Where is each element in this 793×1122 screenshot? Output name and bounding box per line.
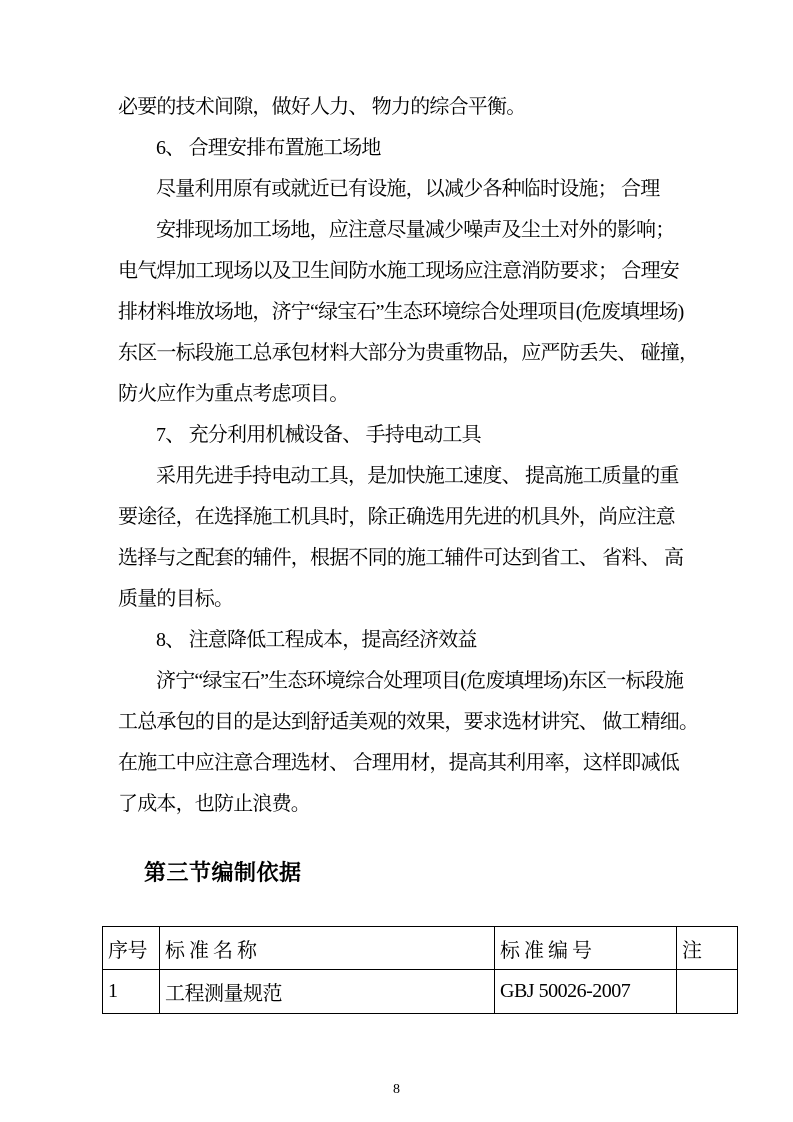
text-line: 尽量利用原有或就近已有设施，以减少各种临时设施； 合理 bbox=[156, 178, 660, 200]
text-line: 工总承包的目的是达到舒适美观的效果，要求选材讲究、 做工精细。 bbox=[118, 711, 699, 733]
page-number: 8 bbox=[393, 1082, 400, 1097]
text-line: 采用先进手持电动工具，是加快施工速度、 提高施工质量的重 bbox=[156, 465, 679, 487]
table-header-note: 注 bbox=[677, 927, 738, 970]
text-line: 6、 合理安排布置施工场地 bbox=[156, 137, 381, 159]
table-cell-code: GBJ 50026-2007 bbox=[495, 970, 677, 1014]
text-line: 排材料堆放场地，济宁“绿宝石”生态环境综合处理项目(危废填埋场) bbox=[118, 301, 684, 323]
text-line: 质量的目标。 bbox=[118, 588, 234, 610]
text-line: 防火应作为重点考虑项目。 bbox=[118, 383, 349, 405]
table-header-code: 标 准 编 号 bbox=[495, 927, 677, 970]
text-line: 电气焊加工现场以及卫生间防水施工现场应注意消防要求； 合理安 bbox=[118, 260, 679, 282]
text-line: 济宁“绿宝石”生态环境综合处理项目(危废填埋场)东区一标段施 bbox=[156, 670, 684, 692]
text-line: 8、 注意降低工程成本，提高经济效益 bbox=[156, 629, 477, 651]
table-row bbox=[103, 970, 738, 1014]
text-line: 必要的技术间隙，做好人力、 物力的综合平衡。 bbox=[118, 96, 526, 118]
text-line: 在施工中应注意合理选材、 合理用材，提高其利用率，这样即减低 bbox=[118, 752, 679, 774]
table-header-name: 标 准 名 称 bbox=[160, 927, 495, 970]
text-line: 选择与之配套的辅件，根据不同的施工辅件可达到省工、 省料、 高 bbox=[118, 547, 684, 569]
text-line: 安排现场加工场地，应注意尽量减少噪声及尘土对外的影响； bbox=[156, 219, 675, 241]
table-cell-note bbox=[677, 970, 738, 1014]
text-line: 了成本，也防止浪费。 bbox=[118, 793, 310, 815]
section-heading: 第三节编制依据 bbox=[144, 860, 302, 885]
table-header-row bbox=[103, 927, 738, 970]
standards-table bbox=[102, 926, 738, 1014]
text-line: 7、 充分利用机械设备、 手持电动工具 bbox=[156, 424, 481, 446]
table-cell-seq: 1 bbox=[103, 970, 160, 1014]
text-line: 要途径，在选择施工机具时，除正确选用先进的机具外，尚应注意 bbox=[118, 506, 675, 528]
table-header-seq: 序号 bbox=[103, 927, 160, 970]
table-cell-name: 工程测量规范 bbox=[160, 970, 495, 1014]
text-line: 东区一标段施工总承包材料大部分为贵重物品，应严防丢失、 碰撞， bbox=[118, 342, 699, 364]
page-content bbox=[108, 87, 702, 1014]
